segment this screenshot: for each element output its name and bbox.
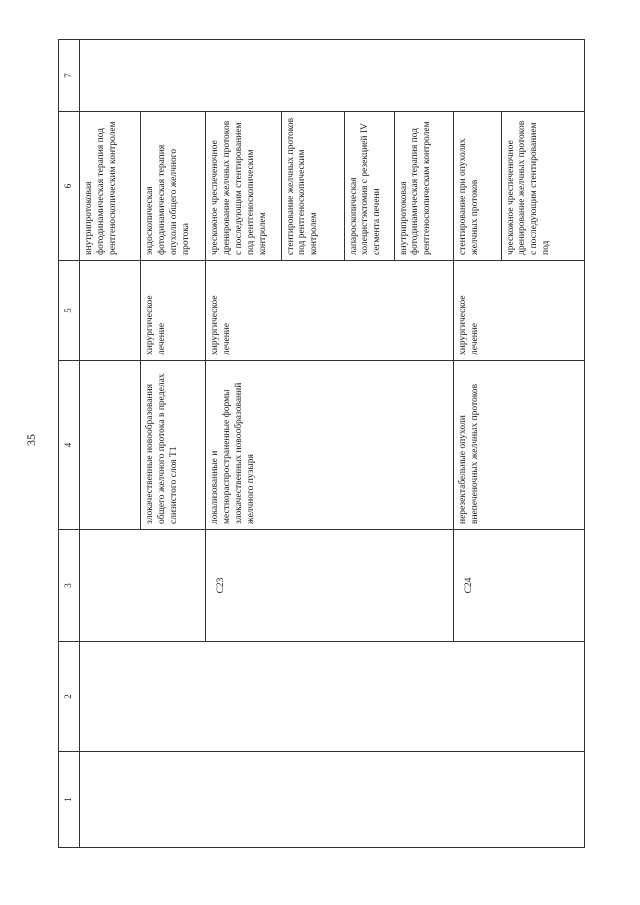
treatment-type-cell: хирургическое лечение	[141, 261, 206, 361]
method-item: чрескожное чреспеченочное дренирование желчных протоков с последующим стентированием под рентгеноскопическим контролем	[206, 112, 281, 260]
diagnosis-cell: локализованные и местнораспространенные формы злокачественных новообразований желчного пузыря	[206, 361, 454, 530]
header-col-7: 7	[59, 40, 80, 112]
header-row	[59, 40, 80, 848]
page-number: 35	[24, 434, 38, 446]
header-col-1: 1	[59, 752, 80, 848]
icd-code-cell: С24	[454, 530, 585, 642]
table-row	[206, 40, 454, 848]
header-col-5: 5	[59, 261, 80, 361]
table-row	[80, 40, 141, 848]
method-cell: внутрипротоковая фотодинамическая терапия под рентгеноскопическим контролем	[80, 112, 141, 261]
diagnosis-cell: нерезектабельные опухоли внепеченочных желчных протоков	[454, 361, 585, 530]
table-row	[141, 40, 206, 848]
method-cell: эндоскопическая фотодинамическая терапия опухоли общего желчного протока	[141, 112, 206, 261]
icd-code-cell: С23	[206, 530, 454, 642]
method-item: стентирование при опухолях желчных протоков	[454, 112, 501, 260]
diagnosis-cell: злокачественные новообразования общего желчного протока в пределах слизистого слоя Т1	[141, 361, 206, 530]
table-row	[454, 40, 585, 848]
method-item: внутрипротоковая фотодинамическая терапия под рентгеноскопическим контролем	[398, 121, 433, 255]
header-col-6: 6	[59, 112, 80, 261]
method-item: стентирование желчных протоков под рентгеноскопическим контролем	[281, 112, 344, 260]
treatment-type-cell: хирургическое лечение	[206, 261, 454, 361]
header-col-3: 3	[59, 530, 80, 642]
procedures-table	[58, 39, 585, 848]
method-item: лапароскопическая холецистэктомия с резекцией IV сегмента печени	[344, 112, 394, 260]
header-col-2: 2	[59, 642, 80, 752]
treatment-type-cell: хирургическое лечение	[454, 261, 585, 361]
header-col-4: 4	[59, 361, 80, 530]
method-item: чрескожное чреспеченочное дренирование желчных протоков с последующим стентированием под	[505, 120, 552, 255]
rotated-table-sheet	[58, 40, 585, 848]
